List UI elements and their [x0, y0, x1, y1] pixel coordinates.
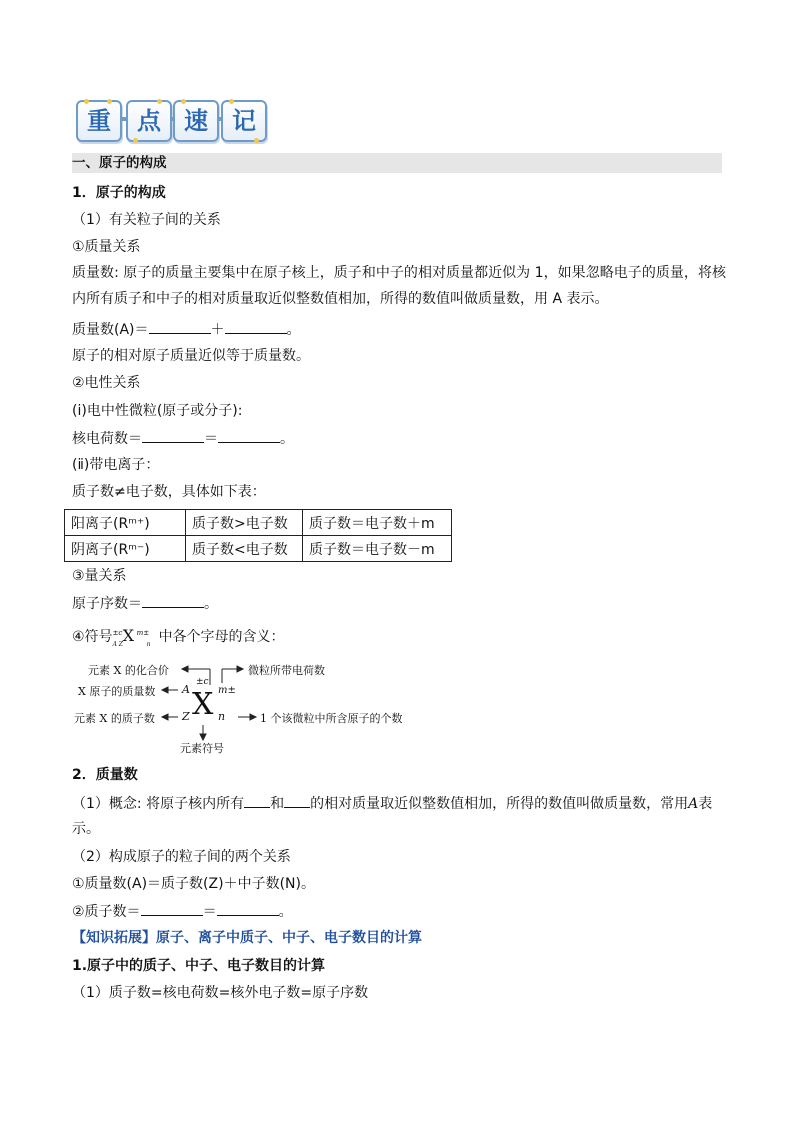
relation-2: ②质子数＝ ＝ 。	[72, 901, 293, 922]
concept-line: （1）概念: 将原子核内所有 和 的相对质量取近似整数值相加，所得的数值叫做质量数，常用A表	[72, 793, 712, 814]
table-cell: 阳离子(Rᵐ⁺)	[65, 510, 186, 536]
two-relations-heading: （2）构成原子的粒子间的两个关系	[72, 849, 291, 865]
mass-relation-heading: ①质量关系	[72, 239, 141, 255]
label-atom-count: 1 个该微粒中所含原子的个数	[260, 712, 403, 725]
table-cell: 阴离子(Rᵐ⁻)	[65, 536, 186, 562]
heading-atom-structure: 1．原子的构成	[72, 185, 166, 201]
blank-field[interactable]	[141, 901, 203, 916]
badge-char-4	[221, 100, 267, 142]
nuclide-symbol-diagram	[70, 655, 430, 755]
ion-table	[64, 509, 452, 562]
blank-field[interactable]	[142, 428, 204, 443]
table-cell: 质子数＝电子数＋m	[303, 510, 452, 536]
letter-Z: Z	[182, 710, 190, 723]
badge-char-1	[76, 100, 122, 142]
blank-field[interactable]	[218, 428, 280, 443]
badge-char-3	[173, 100, 219, 142]
badge-text: 速	[184, 107, 208, 135]
letter-X: X	[192, 687, 214, 722]
letter-m: m±	[218, 685, 236, 696]
table-row	[65, 536, 452, 562]
mass-number-formula: 质量数(A)＝ ＋ 。	[72, 319, 301, 340]
charged-ion-desc: 质子数≠电子数，具体如下表：	[72, 484, 266, 500]
relation-1: ①质量数(A)＝质子数(Z)＋中子数(N)。	[72, 876, 315, 892]
section-title: 一、原子的构成	[72, 153, 722, 173]
blank-field[interactable]	[284, 793, 310, 808]
nuclide-symbol: ±c A Z X m± n	[112, 626, 151, 648]
letter-A: A	[182, 683, 190, 696]
label-mass-number: X 原子的质量数	[78, 685, 156, 698]
table-cell: 质子数＝电子数－m	[303, 536, 452, 562]
quantity-relation-heading: ③量关系	[72, 568, 127, 584]
label-valence: 元素 X 的化合价	[88, 664, 169, 677]
badge-char-2	[126, 100, 172, 142]
label-element-symbol: 元素符号	[180, 742, 224, 755]
mass-number-paragraph: 质量数: 原子的质量主要集中在原子核上，质子和中子的相对质量都近似为 1，如果忽略电子的质量，将核内所有质子和中子的相对质量取近似整数值相加，所得的数值叫做质量数，用 A 表示。	[72, 265, 726, 307]
letter-c: ±c	[196, 677, 209, 687]
atomic-number-formula: 原子序数＝ 。	[72, 593, 218, 614]
sub-heading: （1）有关粒子间的关系	[72, 212, 221, 228]
nuclear-charge-formula: 核电荷数＝ ＝ 。	[72, 428, 294, 449]
label-proton-number: 元素 X 的质子数	[74, 712, 155, 725]
badge-text: 记	[232, 107, 256, 135]
extension-item-1: （1）质子数=核电荷数=核外电子数=原子序数	[72, 985, 369, 1001]
electric-relation-heading: ②电性关系	[72, 375, 141, 391]
table-cell: 质子数<电子数	[186, 536, 303, 562]
relative-mass-note: 原子的相对原子质量近似等于质量数。	[72, 348, 310, 364]
knowledge-extension-title: 【知识拓展】原子、离子中质子、中子、电子数目的计算	[72, 930, 422, 946]
table-row	[65, 510, 452, 536]
symbol-meaning-line: ④符号 ±c A Z X m± n 中各个字母的含义：	[72, 626, 285, 648]
blank-field[interactable]	[142, 593, 204, 608]
label-charge: 微粒所带电荷数	[248, 664, 325, 677]
badge-text: 点	[137, 107, 161, 135]
blank-field[interactable]	[225, 319, 287, 334]
blank-field[interactable]	[244, 793, 270, 808]
extension-heading: 1.原子中的质子、中子、电子数目的计算	[72, 958, 326, 974]
badge-text: 重	[87, 107, 111, 135]
charged-ion-note: (ⅱ)带电离子：	[72, 457, 160, 473]
blank-field[interactable]	[217, 901, 279, 916]
blank-field[interactable]	[149, 319, 211, 334]
letter-n: n	[218, 710, 226, 723]
neutral-particle-note: (ⅰ)电中性微粒(原子或分子):	[72, 403, 243, 419]
concept-line-wrap: 示。	[72, 821, 100, 837]
heading-mass-number: 2．质量数	[72, 767, 138, 783]
table-cell: 质子数>电子数	[186, 510, 303, 536]
